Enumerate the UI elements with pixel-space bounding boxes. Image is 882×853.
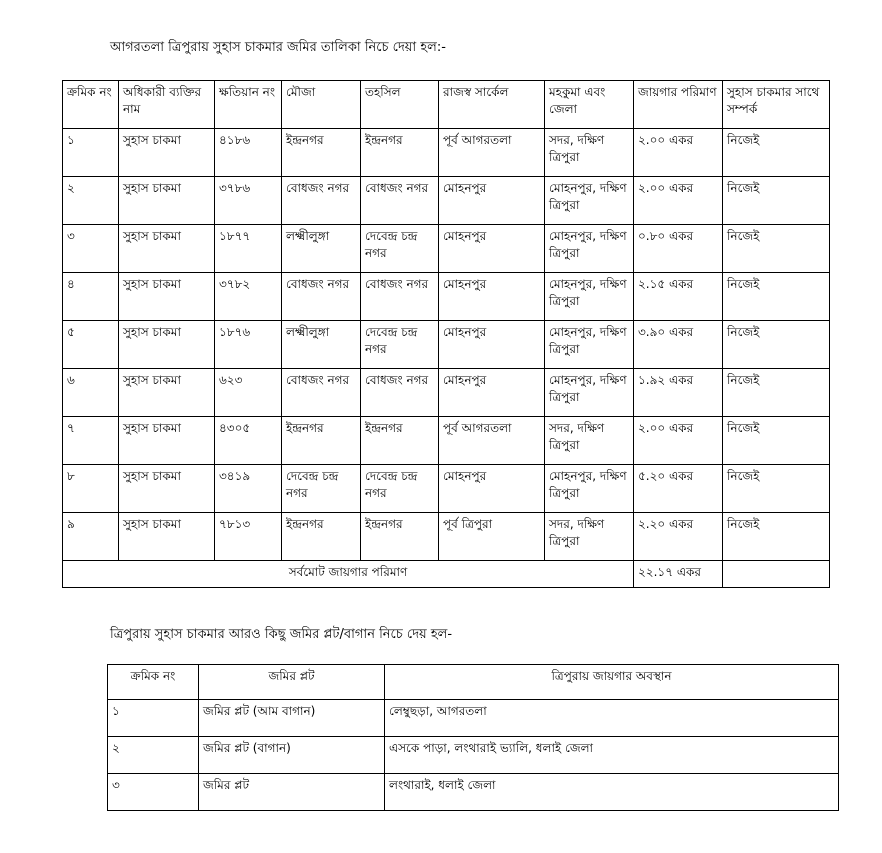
land-area-cell: ৫.২০ একর <box>634 465 723 513</box>
subdivision-district-cell: সদর, দক্ষিণ ত্রিপুরা <box>545 513 634 561</box>
khatian-cell: ৪৩০৫ <box>215 417 282 465</box>
subdivision-district-cell: মোহনপুর, দক্ষিণ ত্রিপুরা <box>545 321 634 369</box>
khatian-cell: ৩৪১৯ <box>215 465 282 513</box>
land-area-cell: ২.০০ একর <box>634 177 723 225</box>
relation-cell: নিজেই <box>723 513 830 561</box>
col-header-mouza: মৌজা <box>282 81 361 129</box>
tehsil-cell: দেবেন্দ্র চন্দ্র নগর <box>361 225 439 273</box>
table-row <box>63 321 830 369</box>
total-value: ২২.১৭ একর <box>634 561 723 588</box>
col-header-revenue-circle: রাজস্ব সার্কেল <box>439 81 545 129</box>
table-row <box>63 369 830 417</box>
page-heading-land-list: আগরতলা ত্রিপুরায় সুহাস চাকমার জমির তালিকা নিচে দেয়া হল:- <box>110 40 446 55</box>
table-header-row <box>108 665 839 700</box>
land-area-cell: ২.২০ একর <box>634 513 723 561</box>
subdivision-district-cell: মোহনপুর, দক্ষিণ ত্রিপুরা <box>545 177 634 225</box>
tehsil-cell: ইন্দ্রনগর <box>361 129 439 177</box>
relation-cell: নিজেই <box>723 177 830 225</box>
table-row <box>63 177 830 225</box>
mouza-cell: ইন্দ্রনগর <box>282 417 361 465</box>
mouza-cell: ইন্দ্রনগর <box>282 129 361 177</box>
tehsil-cell: বোধজং নগর <box>361 273 439 321</box>
relation-cell: নিজেই <box>723 273 830 321</box>
serial-cell: ২ <box>63 177 119 225</box>
serial-cell: ৪ <box>63 273 119 321</box>
mouza-cell: বোধজং নগর <box>282 177 361 225</box>
total-empty-cell <box>723 561 830 588</box>
owner-cell: সুহাস চাকমা <box>119 273 215 321</box>
land-area-cell: ২.০০ একর <box>634 417 723 465</box>
khatian-cell: ৩৭৮৬ <box>215 177 282 225</box>
serial-cell: ৩ <box>108 774 199 811</box>
col-header-khatian: ক্ষতিয়ান নং <box>215 81 282 129</box>
revenue-circle-cell: পূর্ব আগরতলা <box>439 417 545 465</box>
location-cell: লংথারাই, ধলাই জেলা <box>385 774 839 811</box>
table-row <box>108 774 839 811</box>
revenue-circle-cell: মোহনপুর <box>439 321 545 369</box>
table-row <box>63 225 830 273</box>
subdivision-district-cell: মোহনপুর, দক্ষিণ ত্রিপুরা <box>545 273 634 321</box>
owner-cell: সুহাস চাকমা <box>119 225 215 273</box>
mouza-cell: বোধজং নগর <box>282 273 361 321</box>
col-header-subdivision-district: মহকুমা এবং জেলা <box>545 81 634 129</box>
plot-cell: জমির প্লট (আম বাগান) <box>199 700 385 737</box>
serial-cell: ২ <box>108 737 199 774</box>
revenue-circle-cell: মোহনপুর <box>439 225 545 273</box>
table-row <box>63 129 830 177</box>
revenue-circle-cell: মোহনপুর <box>439 273 545 321</box>
relation-cell: নিজেই <box>723 465 830 513</box>
mouza-cell: ইন্দ্রনগর <box>282 513 361 561</box>
khatian-cell: ১৮৭৭ <box>215 225 282 273</box>
owner-cell: সুহাস চাকমা <box>119 417 215 465</box>
serial-cell: ৯ <box>63 513 119 561</box>
owner-cell: সুহাস চাকমা <box>119 321 215 369</box>
serial-cell: ৫ <box>63 321 119 369</box>
tehsil-cell: বোধজং নগর <box>361 177 439 225</box>
owner-cell: সুহাস চাকমা <box>119 369 215 417</box>
col-header-location: ত্রিপুরায় জায়গার অবস্থান <box>385 665 839 700</box>
subdivision-district-cell: সদর, দক্ষিণ ত্রিপুরা <box>545 417 634 465</box>
serial-cell: ১ <box>108 700 199 737</box>
tehsil-cell: দেবেন্দ্র চন্দ্র নগর <box>361 465 439 513</box>
relation-cell: নিজেই <box>723 225 830 273</box>
plot-cell: জমির প্লট <box>199 774 385 811</box>
subdivision-district-cell: মোহনপুর, দক্ষিণ ত্রিপুরা <box>545 225 634 273</box>
khatian-cell: ১৮৭৬ <box>215 321 282 369</box>
subdivision-district-cell: সদর, দক্ষিণ ত্রিপুরা <box>545 129 634 177</box>
land-area-cell: ২.১৫ একর <box>634 273 723 321</box>
land-area-cell: ৩.৯০ একর <box>634 321 723 369</box>
col-header-serial: ক্রমিক নং <box>108 665 199 700</box>
col-header-land-area: জায়গার পরিমাণ <box>634 81 723 129</box>
revenue-circle-cell: পূর্ব ত্রিপুরা <box>439 513 545 561</box>
relation-cell: নিজেই <box>723 369 830 417</box>
table-row <box>63 465 830 513</box>
location-cell: লেম্বুছড়া, আগরতলা <box>385 700 839 737</box>
relation-cell: নিজেই <box>723 417 830 465</box>
plot-cell: জমির প্লট (বাগান) <box>199 737 385 774</box>
mouza-cell: বোধজং নগর <box>282 369 361 417</box>
col-header-owner: অধিকারী ব্যক্তির নাম <box>119 81 215 129</box>
owner-cell: সুহাস চাকমা <box>119 129 215 177</box>
total-label: সর্বমোট জায়গার পরিমাণ <box>63 561 634 588</box>
col-header-serial: ক্রমিক নং <box>63 81 119 129</box>
table-row <box>63 513 830 561</box>
plots-table <box>107 664 839 811</box>
table-header-row <box>63 81 830 129</box>
serial-cell: ১ <box>63 129 119 177</box>
table-row <box>63 417 830 465</box>
land-area-cell: ২.০০ একর <box>634 129 723 177</box>
relation-cell: নিজেই <box>723 321 830 369</box>
khatian-cell: ৪১৮৬ <box>215 129 282 177</box>
khatian-cell: ৩৭৮২ <box>215 273 282 321</box>
revenue-circle-cell: মোহনপুর <box>439 465 545 513</box>
owner-cell: সুহাস চাকমা <box>119 513 215 561</box>
revenue-circle-cell: পূর্ব আগরতলা <box>439 129 545 177</box>
tehsil-cell: বোধজং নগর <box>361 369 439 417</box>
tehsil-cell: দেবেন্দ্র চন্দ্র নগর <box>361 321 439 369</box>
serial-cell: ৬ <box>63 369 119 417</box>
mouza-cell: দেবেন্দ্র চন্দ্র নগর <box>282 465 361 513</box>
revenue-circle-cell: মোহনপুর <box>439 369 545 417</box>
khatian-cell: ৬২৩ <box>215 369 282 417</box>
table-row <box>108 737 839 774</box>
serial-cell: ৩ <box>63 225 119 273</box>
subdivision-district-cell: মোহনপুর, দক্ষিণ ত্রিপুরা <box>545 369 634 417</box>
khatian-cell: ৭৮১৩ <box>215 513 282 561</box>
table-row <box>63 273 830 321</box>
subdivision-district-cell: মোহনপুর, দক্ষিণ ত্রিপুরা <box>545 465 634 513</box>
serial-cell: ৮ <box>63 465 119 513</box>
revenue-circle-cell: মোহনপুর <box>439 177 545 225</box>
owner-cell: সুহাস চাকমা <box>119 465 215 513</box>
mouza-cell: লক্ষ্মীলুঙ্গা <box>282 321 361 369</box>
land-area-cell: ১.৯২ একর <box>634 369 723 417</box>
land-area-cell: ০.৮০ একর <box>634 225 723 273</box>
table-row <box>108 700 839 737</box>
serial-cell: ৭ <box>63 417 119 465</box>
total-row <box>63 561 830 588</box>
owner-cell: সুহাস চাকমা <box>119 177 215 225</box>
page-heading-plots: ত্রিপুরায় সুহাস চাকমার আরও কিছু জমির প্লট/বাগান নিচে দেয় হল- <box>110 627 453 642</box>
tehsil-cell: ইন্দ্রনগর <box>361 417 439 465</box>
mouza-cell: লক্ষ্মীলুঙ্গা <box>282 225 361 273</box>
land-list-table <box>62 80 830 588</box>
location-cell: এসকে পাড়া, লংথারাই ভ্যালি, ধলাই জেলা <box>385 737 839 774</box>
col-header-plot: জমির প্লট <box>199 665 385 700</box>
relation-cell: নিজেই <box>723 129 830 177</box>
col-header-relation: সুহাস চাকমার সাথে সম্পর্ক <box>723 81 830 129</box>
tehsil-cell: ইন্দ্রনগর <box>361 513 439 561</box>
col-header-tehsil: তহসিল <box>361 81 439 129</box>
